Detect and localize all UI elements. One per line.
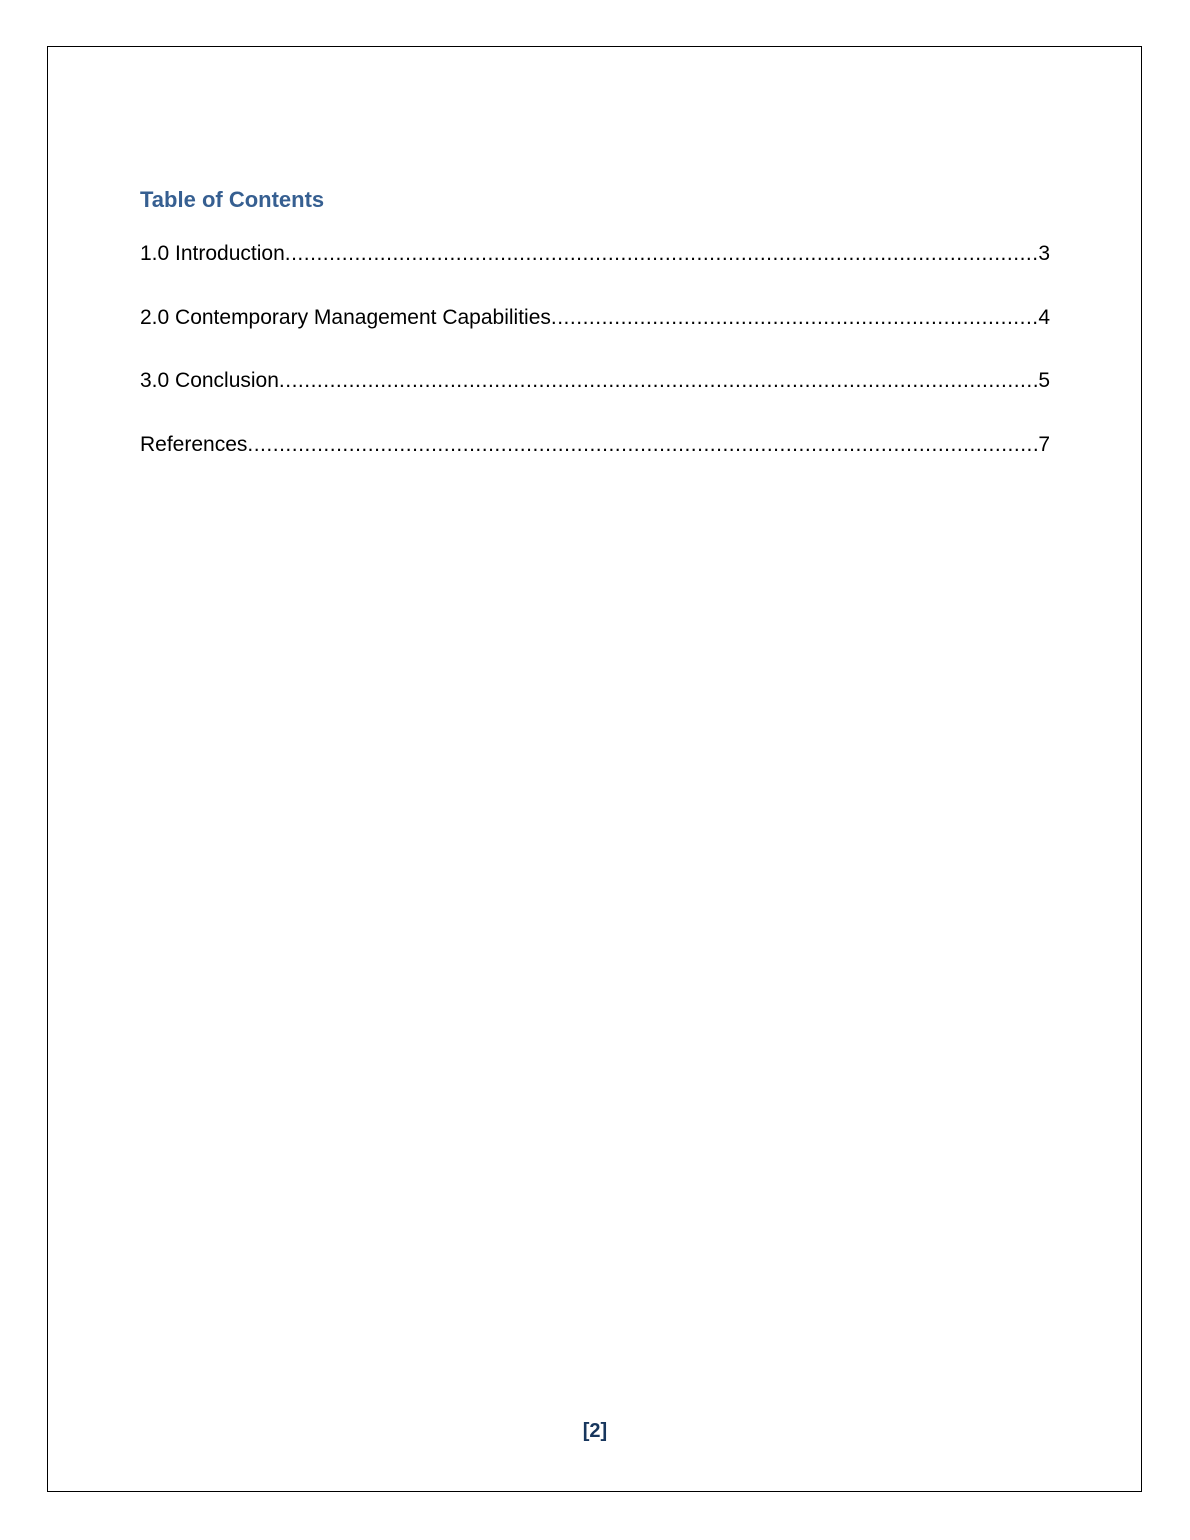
toc-entry-references[interactable]: [140, 431, 1050, 459]
toc-entry-title: 1.0 Introduction: [140, 242, 285, 265]
toc-entry-contemporary-management[interactable]: [140, 304, 1050, 332]
toc-entry-title: References: [140, 432, 248, 456]
toc-entry-title: 3.0 Conclusion: [140, 369, 279, 392]
toc-dot-leader: [279, 367, 1038, 395]
toc-entry-page: 3: [1038, 242, 1050, 265]
toc-entry-introduction[interactable]: [140, 240, 1050, 268]
toc-dot-leader: [247, 431, 1038, 459]
toc-dot-leader: [551, 304, 1038, 332]
footer-page-number: [2]: [582, 1420, 608, 1442]
toc-dot-leader: [285, 240, 1039, 268]
toc-heading: Table of Contents: [140, 187, 325, 212]
toc-entry-conclusion[interactable]: [140, 367, 1050, 395]
toc-entry-page: 4: [1038, 305, 1050, 329]
toc-entry-title: 2.0 Contemporary Management Capabilities: [140, 305, 551, 329]
toc-entry-page: 7: [1038, 432, 1050, 456]
toc-list: [140, 240, 1050, 494]
toc-entry-page: 5: [1038, 369, 1050, 392]
